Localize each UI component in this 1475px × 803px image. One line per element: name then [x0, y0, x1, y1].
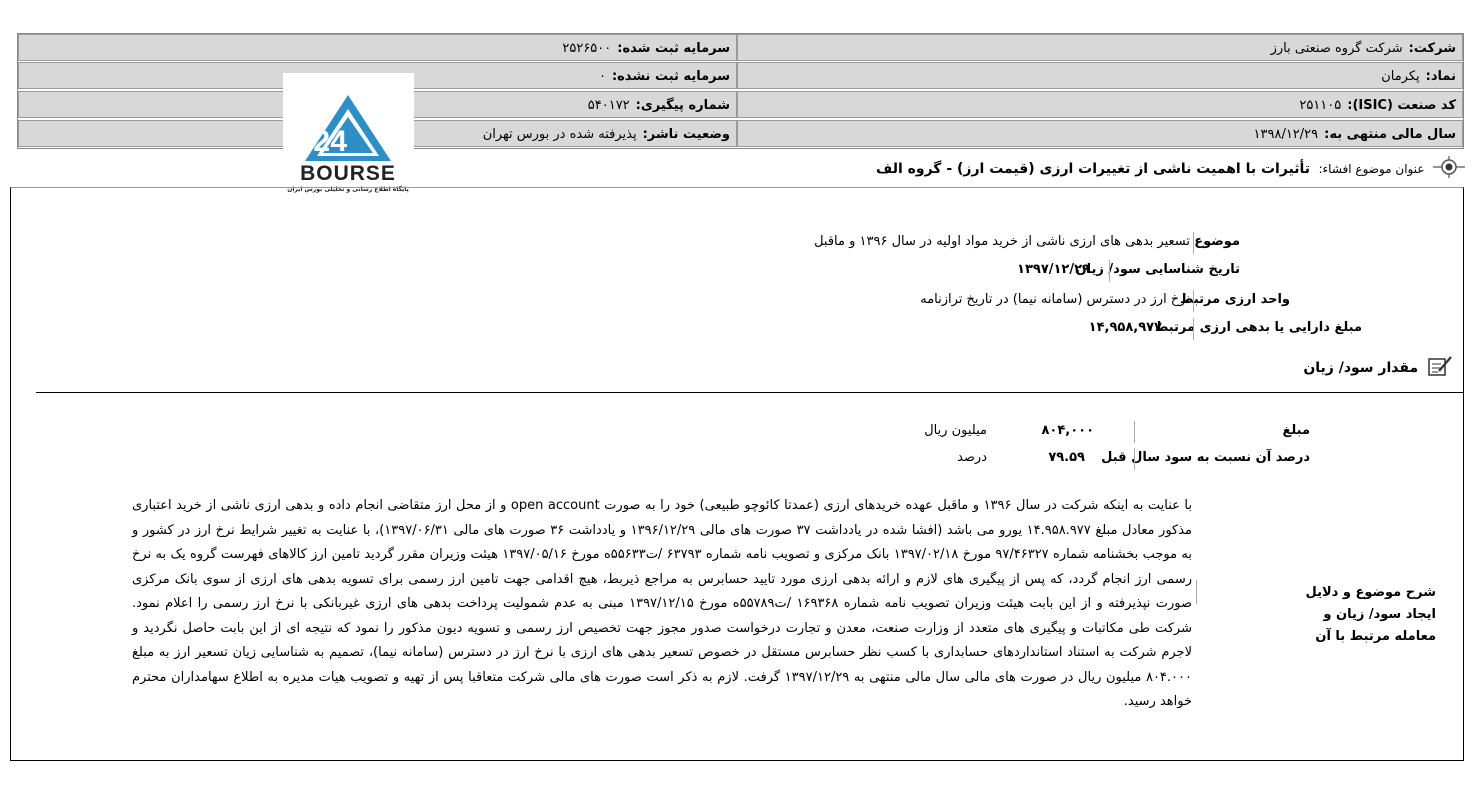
- date-row: [800, 262, 1240, 282]
- company-label: شرکت:: [1408, 41, 1456, 56]
- profit-percent-unit: درصد: [957, 450, 987, 465]
- topic-row: [800, 234, 1240, 254]
- company-value: شرکت گروه صنعتی بارز: [1270, 41, 1403, 56]
- company-cell: [737, 34, 1463, 61]
- header-row-4: [18, 120, 1463, 148]
- explanation-text: با عنایت به اینکه شرکت در سال ۱۳۹۶ و ماقبل عهده خریدهای ارزی (عمدتا کائوچو طبیعی) خود را به صورت open account و از محل ارز متقاضی انجام داده و بدهی ارزی ناشی از خرید اعتباری مذکور معادل مبلغ ۱۴.۹۵۸.۹۷۷ یورو می باشد (افشا شده در یادداشت ۳۷ صورت های مالی ۱۳۹۶/۱۲/۲۹ و یادداشت ۳۶ صورت های مالی ۱۳۹۷/۰۶/۳۱)، با عنایت به تغییر شرایط نرخ ارز در کشور و به موجب بخشنامه شماره ۹۷/۴۶۳۲۷ مورخ ۱۳۹۷/۰۲/۱۸ بانک مرکزی و تصویب نامه شماره ۶۳۷۹۳ /ت۵۵۶۳۳ه مورخ ۱۳۹۷/۰۵/۱۶ هیئت وزیران مقرر گردید تامین ارز کالاهای فهرست گروه یک به نرخ رسمی ارز انجام گردد، که پس از پیگیری های لازم و ارائه بدهی ارزی مورد تایید حسابرس به مراجع ذیربط، هیچ اقدامی جهت تامین ارز رسمی برای تسویه بدهی های ارزی از سوی بانک مرکزی صورت نپذیرفته و از این بابت هیئت وزیران تصویب نامه شماره ۱۶۹۳۶۸ /ت۵۵۷۸۹ه مورخ ۱۳۹۷/۱۲/۱۵ مبنی به عدم شمولیت پرداخت بدهی های ارزی غیربانکی با نرخ ارز رسمی را اعلام نمود. شرکت طی مکاتبات و پیگیری های متعدد از وزارت صنعت، معدن و تجارت درخواست صدور مجوز جهت تخصیص ارز رسمی و تسویه دیون مذکور را نمود که نتیجه ای از این بابت حاصل نگردید و لاجرم شرکت به استناد استانداردهای حسابداری با کسب نظر حسابرس مستقل در خصوص تسعیر بدهی های ارزی با نرخ ارز در دسترس (سامانه نیما)، تصمیم به شناسایی زیان تسعیر ارز به مبلغ ۸۰۴.۰۰۰ میلیون ریال در صورت های مالی سال مالی منتهی به ۱۳۹۷/۱۲/۲۹ گرفت. لازم به ذکر است صورت های مالی شرکت متعاقبا پس از تهیه و تصویب هیات مدیره به اطلاع سهامداران محترم خواهد رسید.: [132, 498, 1193, 709]
- profit-percent-separator: [1134, 448, 1135, 470]
- isic-value: ۲۵۱۱۰۵: [1299, 98, 1342, 113]
- edit-note-icon: [1427, 355, 1453, 381]
- tracking-value: ۵۴۰۱۷۲: [587, 98, 630, 113]
- bourse-logo-icon: [283, 73, 414, 193]
- capital-unregistered-value: ۰: [598, 69, 606, 84]
- amount-separator: [1193, 318, 1194, 340]
- profit-section-label: مقدار سود/ زیان: [1303, 360, 1419, 376]
- subject-value: تأثیرات با اهمیت ناشی از تغییرات ارزی (قیمت ارز) - گروه الف: [876, 161, 1311, 177]
- date-separator: [1109, 260, 1110, 282]
- date-label: تاریخ شناسایی سود/ زیان: [1075, 262, 1240, 277]
- capital-registered-value: ۲۵۲۶۵۰۰: [562, 41, 612, 56]
- fiscal-label: سال مالی منتهی به:: [1324, 127, 1456, 142]
- date-value: ۱۳۹۷/۱۲/۲۹: [1017, 262, 1090, 277]
- subject-line: [876, 156, 1465, 182]
- profit-amount-separator: [1134, 421, 1135, 443]
- section-divider: [36, 392, 1464, 393]
- profit-amount-unit: میلیون ریال: [924, 423, 987, 438]
- currency-value: نرخ ارز در دسترس (سامانه نیما) در تاریخ ترازنامه: [920, 292, 1190, 307]
- amount-row: [922, 320, 1362, 340]
- isic-label: کد صنعت (ISIC):: [1347, 98, 1456, 113]
- logo-tagline: پایگاه اطلاع رسانی و تحلیلی بورس ایران: [287, 186, 409, 193]
- svg-text:2: 2: [313, 125, 330, 158]
- capital-registered-cell: [18, 34, 737, 61]
- topic-value: تسعیر بدهی های ارزی ناشی از خرید مواد اولیه در سال ۱۳۹۶ و ماقبل: [814, 234, 1190, 249]
- subject-label: عنوان موضوع افشاء:: [1318, 162, 1425, 176]
- target-icon: [1433, 156, 1465, 182]
- publisher-status-value: پذیرفته شده در بورس تهران: [482, 127, 637, 142]
- amount-label: مبلغ دارایی یا بدهی ارزی مرتبط: [1154, 320, 1362, 335]
- header-row-1: [18, 34, 1463, 62]
- explanation-separator: [1196, 580, 1197, 604]
- symbol-cell: [737, 62, 1463, 89]
- topic-label: موضوع: [1194, 234, 1240, 249]
- isic-cell: [737, 91, 1463, 118]
- explanation-label: شرح موضوع و دلایل ایجاد سود/ زیان و معامله مرتبط با آن: [1305, 585, 1436, 644]
- capital-unregistered-label: سرمایه ثبت نشده:: [611, 69, 730, 84]
- header-row-2: [18, 62, 1463, 90]
- fiscal-cell: [737, 120, 1463, 147]
- fiscal-value: ۱۳۹۸/۱۲/۲۹: [1253, 127, 1319, 142]
- currency-label: واحد ارزی مرتبط: [1179, 292, 1290, 307]
- profit-amount-row: [750, 423, 1310, 443]
- topic-separator: [1193, 232, 1194, 254]
- profit-section-title: [1303, 355, 1453, 381]
- amount-value: ۱۴,۹۵۸,۹۷۷: [1088, 320, 1162, 335]
- symbol-value: پکرمان: [1381, 69, 1420, 84]
- capital-registered-label: سرمایه ثبت شده:: [617, 41, 730, 56]
- profit-percent-row: [750, 450, 1310, 470]
- tracking-label: شماره پیگیری:: [635, 98, 730, 113]
- profit-amount-label: مبلغ: [1282, 423, 1310, 438]
- profit-percent-value: ۷۹.۵۹: [1048, 450, 1085, 465]
- logo-brand: BOURSE: [300, 162, 396, 185]
- symbol-label: نماد:: [1425, 69, 1456, 84]
- profit-percent-label: درصد آن نسبت به سود سال قبل: [1101, 450, 1310, 465]
- currency-row: [850, 292, 1290, 312]
- bourse-logo: [283, 73, 414, 193]
- header-row-3: [18, 91, 1463, 119]
- header-grid: [17, 33, 1464, 149]
- publisher-status-label: وضعیت ناشر:: [642, 127, 730, 142]
- currency-separator: [1193, 290, 1194, 312]
- svg-text:4: 4: [330, 125, 347, 158]
- profit-amount-value: ۸۰۴,۰۰۰: [1041, 423, 1094, 438]
